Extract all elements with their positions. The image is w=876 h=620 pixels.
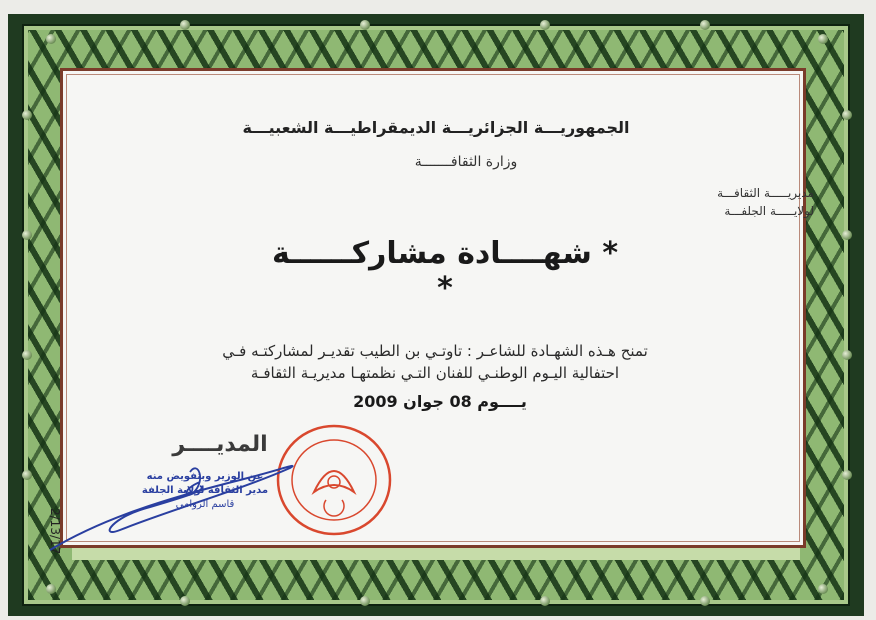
ornament-dot bbox=[842, 350, 852, 360]
ministry-header: وزارة الثقافـــــــة bbox=[414, 154, 518, 170]
issuer-block bbox=[654, 184, 814, 220]
certificate-body bbox=[150, 340, 720, 384]
ornament-dot bbox=[22, 230, 32, 240]
ornament-dot bbox=[46, 584, 56, 594]
stamp-name: قاسم الروامي bbox=[175, 499, 235, 510]
stamp-line-1: عن الوزير وبتفويض منه bbox=[146, 471, 264, 482]
ornament-dot bbox=[360, 20, 370, 30]
ornament-dot bbox=[540, 20, 550, 30]
ornament-dot bbox=[46, 34, 56, 44]
ornament-dot bbox=[842, 230, 852, 240]
reference-number: 2/13/17 bbox=[48, 508, 62, 555]
ornament-dot bbox=[540, 596, 550, 606]
issuer-line-1: مديريـــــة الثقافـــة bbox=[717, 186, 814, 200]
event-date: يــــوم 08 جوان 2009 bbox=[353, 392, 527, 411]
body-line-1: تمنح هـذه الشهـادة للشاعـر : تاوتـي بن الطيب تقديـر لمشاركتـه فـي bbox=[222, 342, 648, 360]
ornament-dot bbox=[22, 350, 32, 360]
certificate-title: * شهــــادة مشاركــــــة * bbox=[271, 236, 619, 306]
body-line-2: احتفالية اليـوم الوطنـي للفنان التـي نظمتهـا مديريـة الثقافـة bbox=[250, 364, 620, 382]
ornament-dot bbox=[818, 34, 828, 44]
ornament-dot bbox=[700, 596, 710, 606]
ornament-dot bbox=[842, 110, 852, 120]
director-title: المديــــر bbox=[172, 432, 268, 457]
ornament-dot bbox=[700, 20, 710, 30]
ornament-dot bbox=[180, 596, 190, 606]
ornament-dot bbox=[22, 470, 32, 480]
stamp-line-2: مدير الثقافة لولاية الجلفة bbox=[141, 485, 269, 496]
ornament-dot bbox=[22, 110, 32, 120]
ornament-dot bbox=[842, 470, 852, 480]
handwritten-signature bbox=[40, 450, 340, 560]
signature-stroke bbox=[48, 466, 293, 555]
issuer-line-2: لولايـــــة الجلفـــة bbox=[724, 204, 814, 218]
ornament-dot bbox=[360, 596, 370, 606]
ornament-dot bbox=[180, 20, 190, 30]
ornament-dot bbox=[818, 584, 828, 594]
republic-header: الجمهوريـــة الجزائريـــة الديمقراطيـــة الشعبيـــة bbox=[242, 118, 630, 137]
